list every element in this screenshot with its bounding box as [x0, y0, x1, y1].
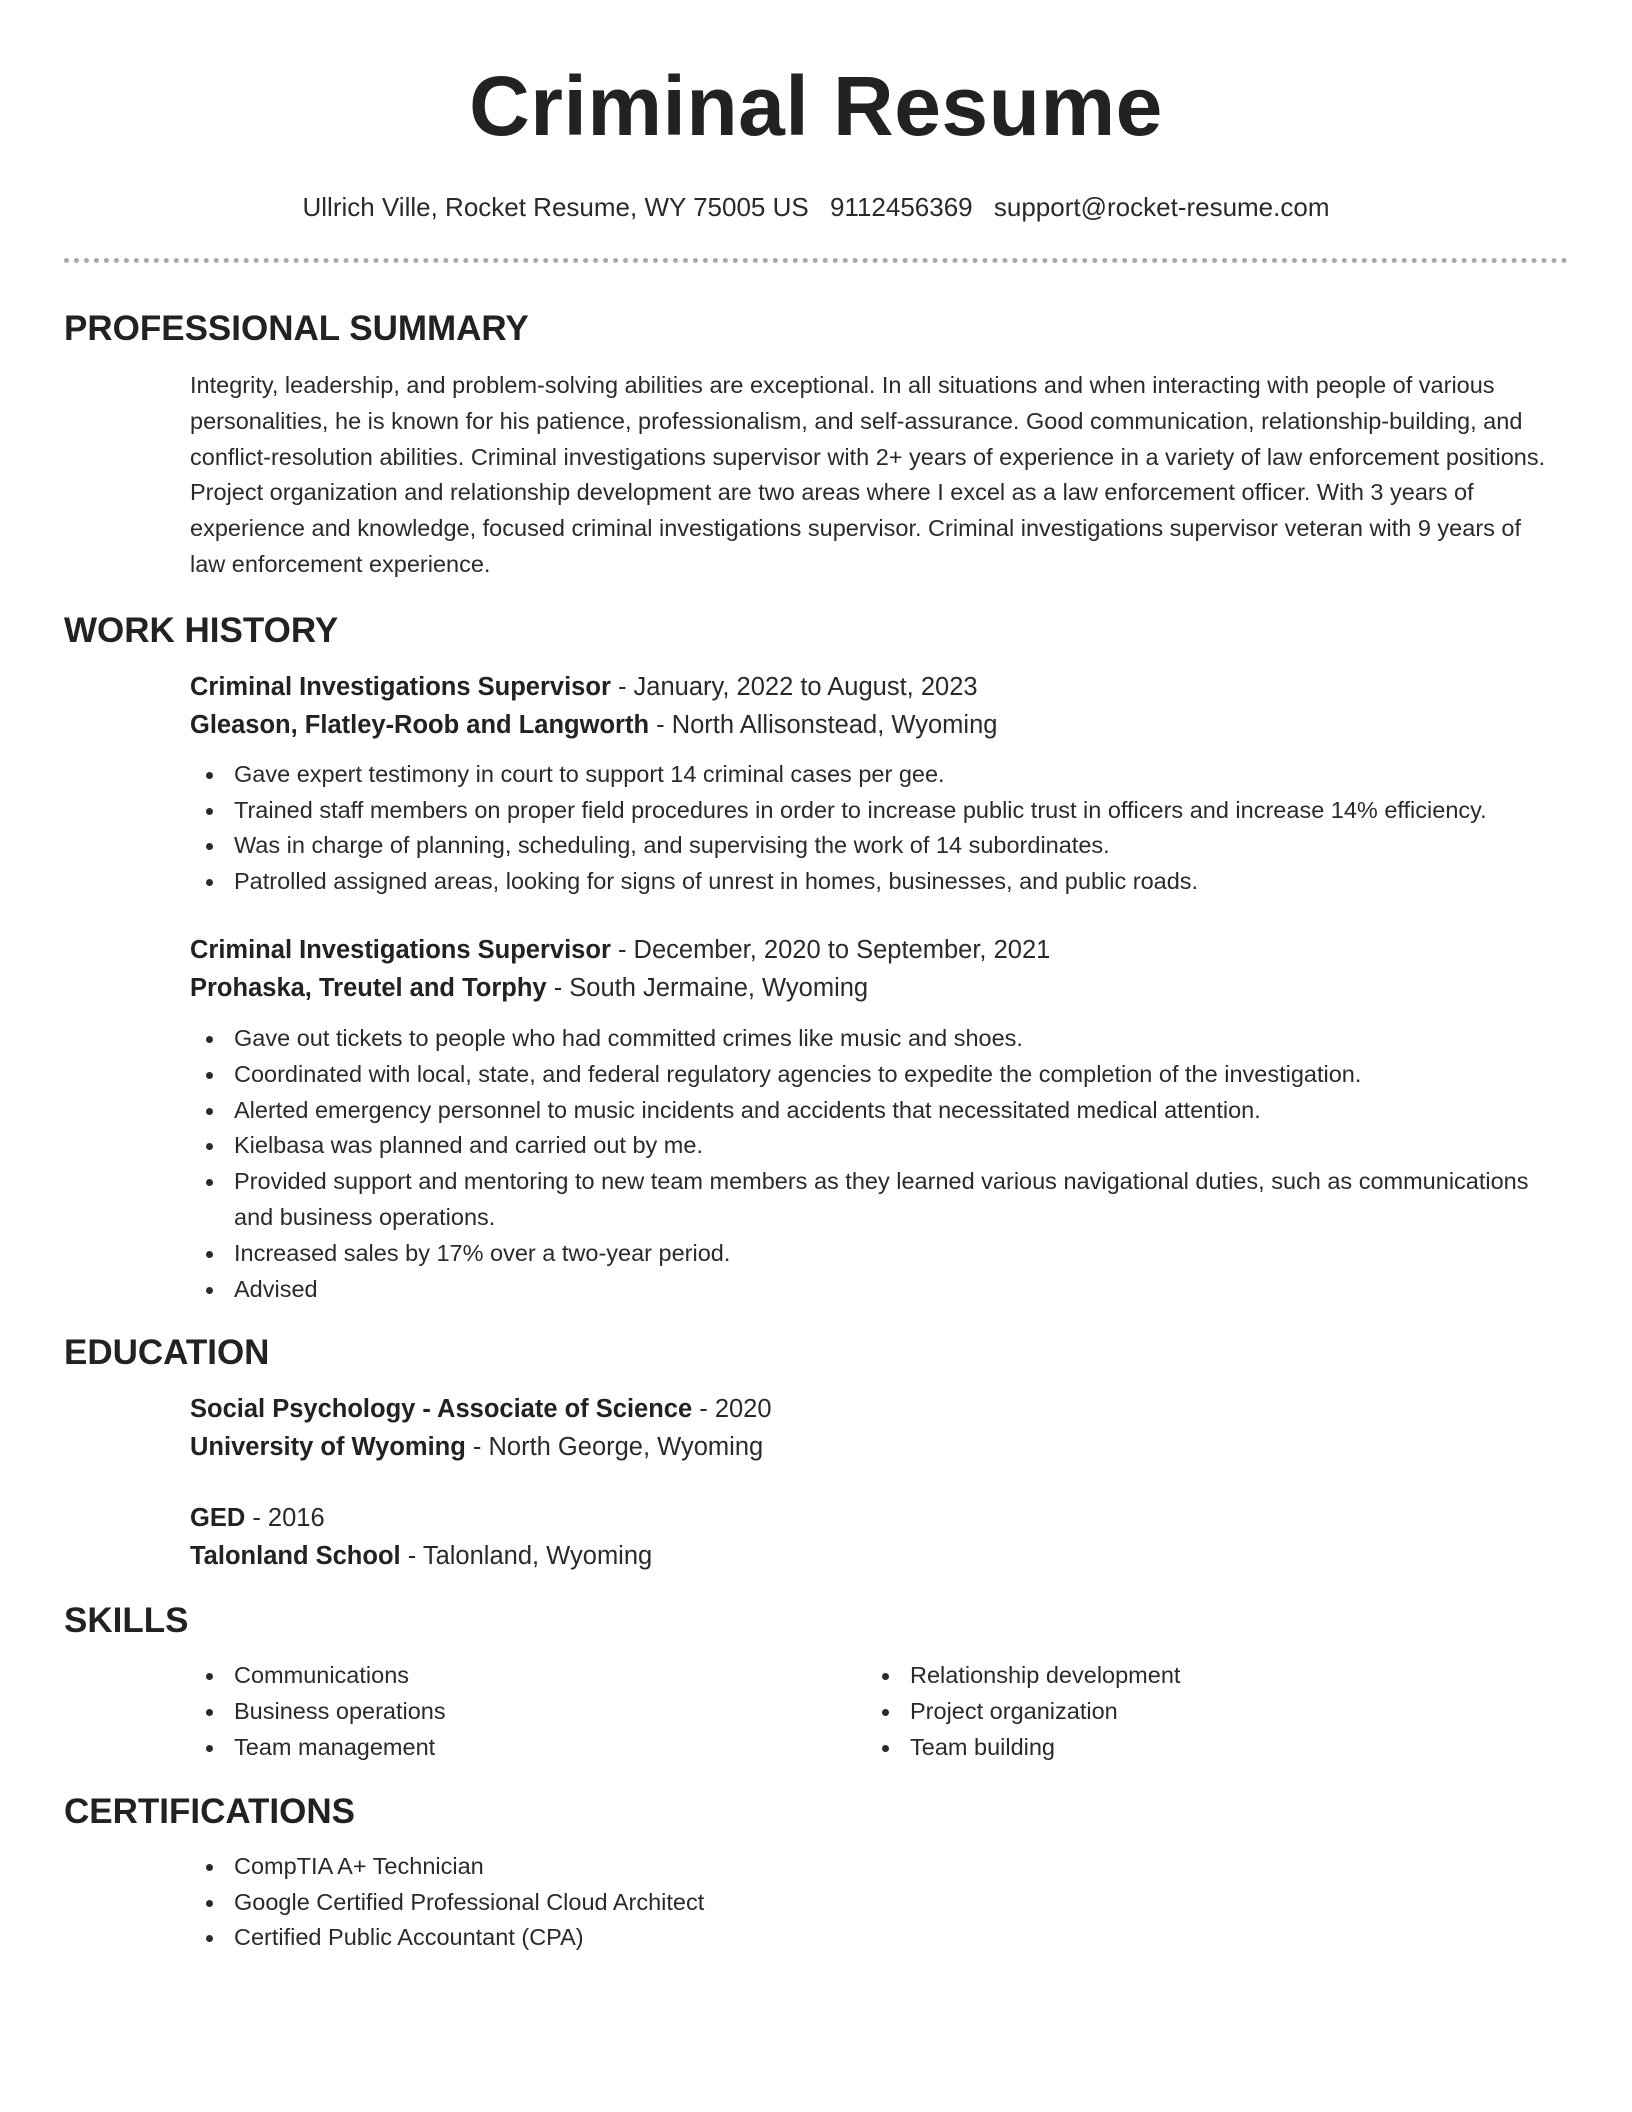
contact-phone: 9112456369 [829, 192, 973, 222]
list-item: Team management [190, 1730, 866, 1766]
education-school: Talonland School [190, 1542, 401, 1571]
skills-section [64, 1658, 1568, 1765]
summary-text: Integrity, leadership, and problem-solving abilities are exceptional. In all situations and when interacting with people of various personalities, he is known for his patience, professionalism, and self-assurance. Good communication, relationship-building, and conflict-resolution abilities. Criminal investigations supervisor with 2+ years of experience in a variety of law enforcement positions. Project organization and relationship development are two areas where I excel as a law enforcement officer. With 3 years of experience and knowledge, focused criminal investigations supervisor. Criminal investigations supervisor veteran with 9 years of law enforcement experience. [190, 372, 1546, 577]
education-year: - 2020 [692, 1395, 772, 1424]
education-degree: GED [190, 1504, 246, 1533]
education-school: University of Wyoming [190, 1433, 466, 1462]
list-item: Communications [190, 1658, 866, 1694]
skills-column-left [190, 1658, 866, 1765]
list-item: Relationship development [866, 1658, 1542, 1694]
list-item: Team building [866, 1730, 1542, 1766]
job-dates: - December, 2020 to September, 2021 [610, 935, 1051, 964]
job-company-line [190, 706, 1568, 744]
certifications-list [190, 1849, 1568, 1956]
list-item: CompTIA A+ Technician [190, 1849, 1568, 1885]
job-company: Prohaska, Treutel and Torphy [190, 973, 547, 1002]
list-item: Google Certified Professional Cloud Architect [190, 1885, 1568, 1921]
list-item: Coordinated with local, state, and federal regulatory agencies to expedite the completion of the investigation. [190, 1057, 1568, 1093]
education-degree-line [190, 1390, 1568, 1428]
header-divider [64, 258, 1568, 263]
job-entry [190, 668, 1568, 900]
skills-column-right [866, 1658, 1542, 1765]
job-title: Criminal Investigations Supervisor [190, 935, 611, 964]
summary-section [64, 368, 1568, 583]
list-item: Kielbasa was planned and carried out by me. [190, 1128, 1568, 1164]
list-item: Gave out tickets to people who had committed crimes like music and shoes. [190, 1021, 1568, 1057]
job-company-line [190, 969, 1568, 1007]
list-item: Was in charge of planning, scheduling, and supervising the work of 14 subordinates. [190, 828, 1568, 864]
education-entry [190, 1390, 1568, 1466]
skills-heading: SKILLS [64, 1601, 189, 1641]
education-school-line [190, 1428, 1568, 1466]
education-entry [190, 1499, 1568, 1575]
job-title: Criminal Investigations Supervisor [190, 672, 611, 701]
education-heading: EDUCATION [64, 1333, 270, 1373]
list-item: Project organization [866, 1694, 1542, 1730]
contact-address: Ullrich Ville, Rocket Resume, WY 75005 US [302, 192, 809, 222]
skills-list [190, 1658, 866, 1765]
list-item: Increased sales by 17% over a two-year period. [190, 1236, 1568, 1272]
certifications-heading: CERTIFICATIONS [64, 1791, 356, 1831]
list-item: Alerted emergency personnel to music incidents and accidents that necessitated medical attention. [190, 1093, 1568, 1129]
job-duties-list [190, 757, 1568, 900]
job-title-line [190, 668, 1568, 706]
education-degree: Social Psychology - Associate of Science [190, 1395, 693, 1424]
resume-title: Criminal Resume [469, 59, 1163, 153]
list-item: Trained staff members on proper field procedures in order to increase public trust in officers and increase 14% efficiency. [190, 793, 1568, 829]
education-degree-line [190, 1499, 1568, 1537]
list-item: Patrolled assigned areas, looking for signs of unrest in homes, businesses, and public roads. [190, 864, 1568, 900]
job-location: - North Allisonstead, Wyoming [649, 710, 998, 739]
list-item: Business operations [190, 1694, 866, 1730]
work-history-heading: WORK HISTORY [64, 610, 339, 650]
job-title-line [190, 931, 1568, 969]
certifications-section [64, 1849, 1568, 1956]
education-section [64, 1390, 1568, 1575]
education-school-line [190, 1537, 1568, 1575]
job-dates: - January, 2022 to August, 2023 [610, 672, 978, 701]
list-item: Gave expert testimony in court to support 14 criminal cases per gee. [190, 757, 1568, 793]
job-location: - South Jermaine, Wyoming [546, 973, 869, 1002]
education-location: - North George, Wyoming [465, 1433, 764, 1462]
job-duties-list [190, 1021, 1568, 1307]
contact-line [64, 190, 1568, 224]
job-company: Gleason, Flatley-Roob and Langworth [190, 710, 650, 739]
skills-list [866, 1658, 1542, 1765]
summary-heading: PROFESSIONAL SUMMARY [64, 309, 529, 348]
list-item: Certified Public Accountant (CPA) [190, 1920, 1568, 1956]
job-entry [190, 931, 1568, 1307]
list-item: Advised [190, 1272, 1568, 1308]
work-history-section [64, 668, 1568, 1308]
education-year: - 2016 [245, 1504, 325, 1533]
education-location: - Talonland, Wyoming [400, 1542, 653, 1571]
list-item: Provided support and mentoring to new team members as they learned various navigational duties, such as communications and business operations. [190, 1164, 1568, 1236]
contact-email: support@rocket-resume.com [993, 192, 1330, 222]
